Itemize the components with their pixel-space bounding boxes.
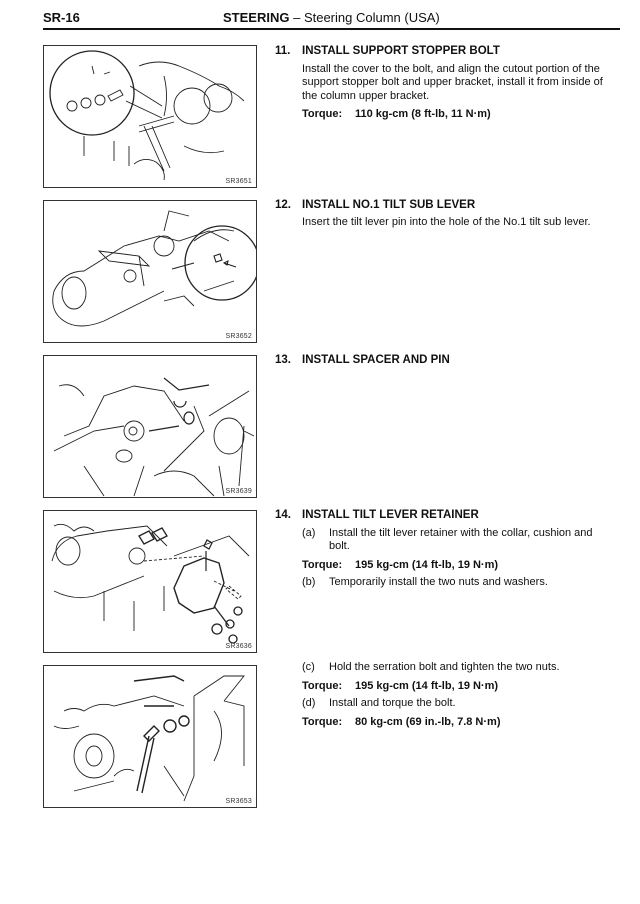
step-title: INSTALL TILT LEVER RETAINER (302, 509, 479, 521)
substep-d (302, 697, 615, 711)
figure-code: SR3639 (225, 488, 252, 495)
step-instructions: Insert the tilt lever pin into the hole of the No.1 tilt sub lever. (302, 215, 591, 228)
substep-c (302, 661, 615, 675)
torque-value: 110 kg-cm (8 ft-lb, 11 N·m) (355, 108, 491, 120)
torque-spec (302, 559, 615, 573)
step-13 (275, 354, 615, 368)
substep-text: Temporarily install the two nuts and washers. (329, 576, 548, 588)
illustration-retainer-exploded (44, 511, 256, 652)
illustration-tilt-sub-lever (44, 201, 256, 342)
substep-label: (d) (302, 697, 316, 709)
figure-serration-bolt (43, 665, 257, 808)
step-title: INSTALL NO.1 TILT SUB LEVER (302, 199, 476, 211)
section-title: STEERING (223, 10, 290, 25)
figure-code: SR3651 (225, 178, 252, 185)
torque-value: 80 kg-cm (69 in.-lb, 7.8 N·m) (355, 715, 501, 728)
illustration-tighten-nuts (44, 666, 256, 807)
page-code: SR-16 (43, 10, 80, 25)
substep-b (302, 576, 615, 590)
figure-code: SR3653 (225, 798, 252, 805)
torque-value: 195 kg-cm (14 ft-lb, 19 N·m) (355, 558, 499, 571)
step-14-continued (275, 661, 615, 729)
illustration-spacer-pin (44, 356, 256, 497)
step-14 (275, 509, 615, 590)
torque-spec (302, 108, 615, 122)
torque-label: Torque: (302, 679, 343, 692)
figure-spacer-and-pin (43, 355, 257, 498)
torque-label: Torque: (302, 108, 343, 120)
torque-label: Torque: (302, 715, 343, 728)
substep-text: Install the tilt lever retainer with the collar, cushion and bolt. (329, 526, 593, 552)
torque-spec (302, 680, 615, 694)
header-rule (43, 28, 620, 30)
step-11 (275, 45, 615, 122)
substep-a (302, 527, 615, 554)
substep-label: (c) (302, 661, 315, 673)
substep-text: Hold the serration bolt and tighten the two nuts. (329, 661, 560, 673)
step-number: 11. (275, 45, 291, 57)
substep-label: (a) (302, 526, 316, 539)
section-subtitle: Steering Column (USA) (303, 10, 440, 25)
figure-tilt-lever-retainer (43, 510, 257, 653)
torque-value: 195 kg-cm (14 ft-lb, 19 N·m) (355, 679, 499, 692)
step-heading (275, 509, 615, 523)
step-number: 12. (275, 199, 291, 211)
torque-label: Torque: (302, 558, 343, 571)
figure-code: SR3636 (225, 643, 252, 650)
title-separator: – (289, 10, 304, 25)
step-heading (275, 199, 615, 213)
page-title (223, 10, 440, 25)
step-number: 13. (275, 354, 291, 366)
figure-tilt-sub-lever (43, 200, 257, 343)
step-heading (275, 45, 615, 59)
substep-text: Install and torque the bolt. (329, 697, 456, 709)
step-number: 14. (275, 509, 291, 521)
step-heading (275, 354, 615, 368)
illustration-wrench-on-bolt (44, 46, 256, 187)
step-12 (275, 199, 615, 229)
step-title: INSTALL SUPPORT STOPPER BOLT (302, 45, 500, 57)
figure-support-stopper-bolt (43, 45, 257, 188)
step-instructions: Install the cover to the bolt, and align the cutout portion of the support stopper bolt and upper bracket, install it from inside of the column upper bracket. (302, 62, 603, 102)
torque-spec (302, 716, 615, 730)
substep-label: (b) (302, 576, 316, 588)
step-title: INSTALL SPACER AND PIN (302, 354, 450, 366)
figure-code: SR3652 (225, 333, 252, 340)
